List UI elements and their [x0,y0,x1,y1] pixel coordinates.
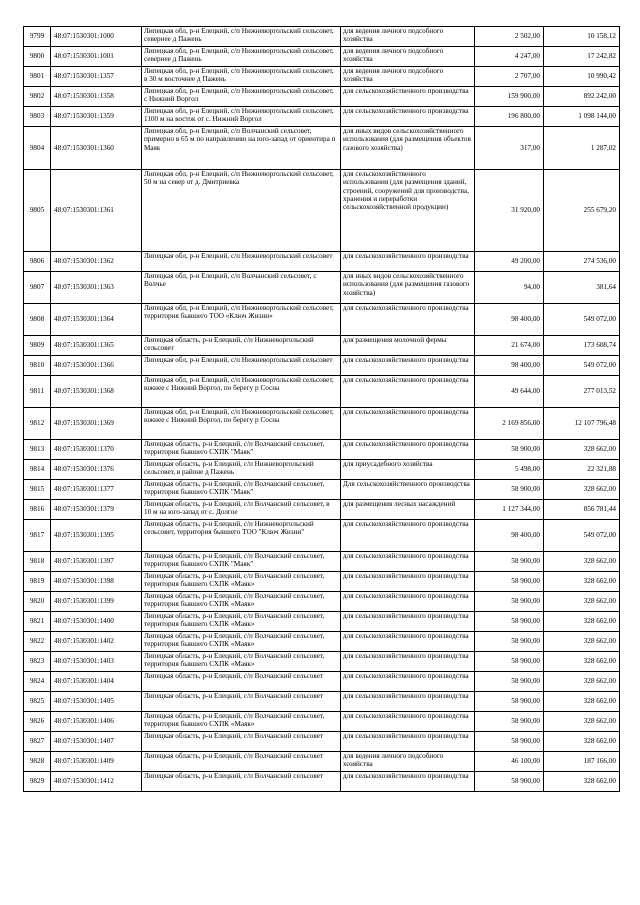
cadastral-cost: 10 990,42 [544,67,620,87]
cadastral-cost: 892 242,00 [544,87,620,107]
cadastral-cost: 856 781,44 [544,500,620,520]
permitted-use: для сельскохозяйственного производства [341,304,475,336]
area-value: 58 900,00 [475,440,544,460]
cadastral-cost: 328 662,00 [544,672,620,692]
address: Липецкая обл, р-н Елецкий, с/п Волчанский сельсовет, примерно в 65 м по направлению на юго-запад от ориентира п Маяк [142,127,341,170]
area-value: 58 900,00 [475,552,544,572]
table-row [24,692,620,712]
cadastral-cost: 549 072,00 [544,356,620,376]
cadastral-cost: 328 662,00 [544,440,620,460]
row-number: 9799 [24,27,51,47]
area-value: 2 169 856,00 [475,408,544,440]
table-row [24,572,620,592]
area-value: 4 247,00 [475,47,544,67]
permitted-use: для сельскохозяйственного производства [341,252,475,272]
address: Липецкая область, р-н Елецкий, с/п Волчанский сельсовет, территория бывшего СХПК "Маяк" [142,440,341,460]
row-number: 9827 [24,732,51,752]
cadastral-cost: 328 662,00 [544,692,620,712]
cadastral-number: 48:07:1530301:1364 [51,304,142,336]
area-value: 58 900,00 [475,592,544,612]
cadastral-number: 48:07:1530301:1379 [51,500,142,520]
address: Липецкая область, р-н Елецкий, с/п Нижневоргольский сельсовет, территория бывшего ТОО "Ключ Жизни" [142,520,341,552]
row-number: 9810 [24,356,51,376]
permitted-use: для сельскохозяйственного производства [341,572,475,592]
permitted-use: для сельскохозяйственного производства [341,107,475,127]
cadastral-number: 48:07:1530301:1395 [51,520,142,552]
table-row [24,440,620,460]
row-number: 9803 [24,107,51,127]
permitted-use: для иных видов сельскохозяйственного использования (для размещения объектов газового хозяйства) [341,127,475,170]
cadastral-number: 48:07:1530301:1406 [51,712,142,732]
cadastral-cost: 10 158,12 [544,27,620,47]
permitted-use: для сельскохозяйственного производства [341,356,475,376]
cadastral-cost: 1 287,02 [544,127,620,170]
cadastral-number: 48:07:1530301:1366 [51,356,142,376]
cadastral-number: 48:07:1530301:1365 [51,336,142,356]
cadastral-cost: 328 662,00 [544,572,620,592]
permitted-use: для сельскохозяйственного производства [341,692,475,712]
cadastral-cost: 22 321,88 [544,460,620,480]
address: Липецкая обл, р-н Елецкий, с/п Нижневоргольский сельсовет, 1100 м на восток от с. Нижний Воргол [142,107,341,127]
row-number: 9825 [24,692,51,712]
table-row [24,460,620,480]
table-row [24,772,620,792]
area-value: 98 400,00 [475,520,544,552]
table-row [24,752,620,772]
address: Липецкая область, р-н Елецкий, с/п Волчанский сельсовет [142,732,341,752]
area-value: 159 900,00 [475,87,544,107]
cadastral-cost: 328 662,00 [544,652,620,672]
table-row [24,336,620,356]
cadastral-number: 48:07:1530301:1363 [51,272,142,304]
area-value: 58 900,00 [475,672,544,692]
table-row [24,408,620,440]
row-number: 9818 [24,552,51,572]
table-body [24,27,620,792]
row-number: 9821 [24,612,51,632]
cadastral-number: 48:07:1530301:1358 [51,87,142,107]
permitted-use: для ведения личного подсобного хозяйства [341,47,475,67]
table-row [24,272,620,304]
cadastral-number: 48:07:1530301:1359 [51,107,142,127]
cadastral-number: 48:07:1530301:1409 [51,752,142,772]
address: Липецкая обл, р-н Елецкий, с/п Нижневоргольский сельсовет, с Нижний Воргол [142,87,341,107]
row-number: 9826 [24,712,51,732]
cadastral-cost: 549 072,00 [544,304,620,336]
area-value: 58 900,00 [475,480,544,500]
address: Липецкая область, р-н Елецкий, с/п Волчанский сельсовет [142,752,341,772]
permitted-use: для ведения личного подсобного хозяйства [341,67,475,87]
row-number: 9808 [24,304,51,336]
address: Липецкая обл, р-н Елецкий, с/п Нижневоргольский сельсовет, в 30 м восточнее д Пажень [142,67,341,87]
table-row [24,252,620,272]
table-row [24,170,620,252]
cadastral-number: 48:07:1530301:1360 [51,127,142,170]
permitted-use: для сельскохозяйственного производства [341,772,475,792]
permitted-use: для сельскохозяйственного производства [341,552,475,572]
cadastral-number: 48:07:1530301:1399 [51,592,142,612]
cadastral-number: 48:07:1530301:1400 [51,612,142,632]
cadastral-number: 48:07:1530301:1001 [51,47,142,67]
table-row [24,47,620,67]
cadastral-cost: 328 662,00 [544,772,620,792]
cadastral-number: 48:07:1530301:1377 [51,480,142,500]
cadastral-cost: 328 662,00 [544,732,620,752]
address: Липецкая область, р-н Елецкий, с/п Волчанский сельсовет [142,772,341,792]
area-value: 196 800,00 [475,107,544,127]
cadastral-cost: 328 662,00 [544,480,620,500]
area-value: 58 900,00 [475,632,544,652]
row-number: 9809 [24,336,51,356]
address: Липецкая область, р-н Елецкий, с/п Волчанский сельсовет, территория бывшего СХПК "Маяк" [142,480,341,500]
cadastral-number: 48:07:1530301:1407 [51,732,142,752]
area-value: 46 100,00 [475,752,544,772]
area-value: 58 900,00 [475,712,544,732]
row-number: 9824 [24,672,51,692]
address: Липецкая область, р-н Елецкий, с/п Нижневоргольский сельсовет, в районе д Пажень [142,460,341,480]
row-number: 9800 [24,47,51,67]
cadastral-cost: 12 107 796,48 [544,408,620,440]
permitted-use: для сельскохозяйственного производства [341,408,475,440]
table-row [24,652,620,672]
area-value: 1 127 344,00 [475,500,544,520]
cadastral-cost: 328 662,00 [544,712,620,732]
area-value: 31 920,00 [475,170,544,252]
permitted-use: для сельскохозяйственного производства [341,376,475,408]
row-number: 9819 [24,572,51,592]
area-value: 58 900,00 [475,772,544,792]
permitted-use: для сельскохозяйственного производства [341,652,475,672]
cadastral-number: 48:07:1530301:1357 [51,67,142,87]
row-number: 9804 [24,127,51,170]
area-value: 2 707,00 [475,67,544,87]
row-number: 9823 [24,652,51,672]
cadastral-number: 48:07:1530301:1369 [51,408,142,440]
area-value: 5 498,00 [475,460,544,480]
table-row [24,500,620,520]
address: Липецкая область, р-н Елецкий, с/п Волчанский сельсовет, территория бывшего СХПК «Маяк» [142,612,341,632]
cadastral-number: 48:07:1530301:1405 [51,692,142,712]
row-number: 9801 [24,67,51,87]
address: Липецкая обл, р-н Елецкий, с/п Нижневоргольский сельсовет, южнее с Нижний Воргол, по берегу р Сосна [142,376,341,408]
cadastral-cost: 549 072,00 [544,520,620,552]
cadastral-number: 48:07:1530301:1368 [51,376,142,408]
address: Липецкая область, р-н Елецкий, с/п Волчанский сельсовет, территория бывшего СХПК «Маяк» [142,712,341,732]
table-row [24,632,620,652]
land-parcels-table [23,26,620,792]
cadastral-cost: 328 662,00 [544,632,620,652]
cadastral-number: 48:07:1530301:1370 [51,440,142,460]
row-number: 9820 [24,592,51,612]
area-value: 58 900,00 [475,732,544,752]
address: Липецкая область, р-н Елецкий, с/п Волчанский сельсовет, территория бывшего СХПК «Маяк» [142,572,341,592]
cadastral-cost: 255 679,20 [544,170,620,252]
address: Липецкая область, р-н Елецкий, с/п Волчанский сельсовет, территория бывшего СХПК "Маяк" [142,552,341,572]
area-value: 94,00 [475,272,544,304]
table-row [24,67,620,87]
cadastral-cost: 328 662,00 [544,592,620,612]
cadastral-number: 48:07:1530301:1361 [51,170,142,252]
address: Липецкая область, р-н Елецкий, с/п Волчанский сельсовет, в 10 м на юго-запад от с. Долгое [142,500,341,520]
permitted-use: для ведения личного подсобного хозяйства [341,27,475,47]
permitted-use: Для сельскохозяйственного производства [341,480,475,500]
cadastral-cost: 17 242,82 [544,47,620,67]
cadastral-cost: 328 662,00 [544,552,620,572]
permitted-use: для приусадебного хозяйства [341,460,475,480]
cadastral-number: 48:07:1530301:1362 [51,252,142,272]
address: Липецкая обл, р-н Елецкий, с/п Нижневоргольский сельсовет, территория бывшего ТОО «Ключ Жизни» [142,304,341,336]
table-row [24,712,620,732]
cadastral-cost: 328 662,00 [544,612,620,632]
area-value: 58 900,00 [475,572,544,592]
area-value: 49 644,00 [475,376,544,408]
row-number: 9813 [24,440,51,460]
row-number: 9816 [24,500,51,520]
address: Липецкая обл, р-н Елецкий, с/п Нижневоргольский сельсовет [142,252,341,272]
permitted-use: для сельскохозяйственного производства [341,632,475,652]
document-page [23,26,616,792]
row-number: 9807 [24,272,51,304]
table-row [24,27,620,47]
permitted-use: для сельскохозяйственного производства [341,672,475,692]
row-number: 9805 [24,170,51,252]
permitted-use: для сельскохозяйственного производства [341,612,475,632]
permitted-use: для сельскохозяйственного производства [341,520,475,552]
area-value: 317,00 [475,127,544,170]
table-row [24,376,620,408]
address: Липецкая область, р-н Елецкий, с/п Волчанский сельсовет, территория бывшего СХПК «Маяк» [142,652,341,672]
row-number: 9829 [24,772,51,792]
row-number: 9814 [24,460,51,480]
address: Липецкая обл, р-н Елецкий, с/п Нижневоргольский сельсовет, южнее с Нижний Воргол, по берегу р Сосна [142,408,341,440]
cadastral-cost: 187 166,00 [544,752,620,772]
cadastral-number: 48:07:1530301:1376 [51,460,142,480]
table-row [24,356,620,376]
cadastral-number: 48:07:1530301:1402 [51,632,142,652]
area-value: 2 502,00 [475,27,544,47]
permitted-use: для сельскохозяйственного производства [341,732,475,752]
address: Липецкая обл, р-н Елецкий, с/п Нижневоргольский сельсовет, севернее д Пажень [142,27,341,47]
row-number: 9806 [24,252,51,272]
cadastral-cost: 381,64 [544,272,620,304]
permitted-use: для сельскохозяйственного производства [341,712,475,732]
permitted-use: для ведения личного подсобного хозяйства [341,752,475,772]
table-row [24,127,620,170]
address: Липецкая обл, р-н Елецкий, с/п Нижневоргольский сельсовет, 50 м на север от д. Дмитриевка [142,170,341,252]
row-number: 9811 [24,376,51,408]
table-row [24,520,620,552]
cadastral-cost: 1 098 144,00 [544,107,620,127]
address: Липецкая область, р-н Елецкий, с/п Волчанский сельсовет, территория бывшего СХПК «Маяк» [142,592,341,612]
area-value: 98 400,00 [475,356,544,376]
cadastral-number: 48:07:1530301:1000 [51,27,142,47]
cadastral-cost: 173 608,74 [544,336,620,356]
address: Липецкая область, р-н Елецкий, с/п Волчанский сельсовет [142,692,341,712]
row-number: 9802 [24,87,51,107]
cadastral-number: 48:07:1530301:1404 [51,672,142,692]
cadastral-number: 48:07:1530301:1397 [51,552,142,572]
row-number: 9828 [24,752,51,772]
area-value: 49 200,00 [475,252,544,272]
address: Липецкая область, р-н Елецкий, с/п Волчанский сельсовет [142,672,341,692]
address: Липецкая обл, р-н Елецкий, с/п Нижневоргольский сельсовет, севернее д Пажень [142,47,341,67]
table-row [24,304,620,336]
table-row [24,87,620,107]
row-number: 9817 [24,520,51,552]
permitted-use: для размещения лесных насаждений [341,500,475,520]
area-value: 98 400,00 [475,304,544,336]
cadastral-cost: 274 536,00 [544,252,620,272]
area-value: 58 900,00 [475,652,544,672]
permitted-use: для сельскохозяйственного использования (для размещения зданий, строений, сооружений для производства, хранения и переработки сельскохозяйственной продукции) [341,170,475,252]
cadastral-number: 48:07:1530301:1412 [51,772,142,792]
table-row [24,672,620,692]
permitted-use: для сельскохозяйственного производства [341,87,475,107]
address: Липецкая область, р-н Елецкий, с/п Волчанский сельсовет, территория бывшего СХПК «Маяк» [142,632,341,652]
row-number: 9812 [24,408,51,440]
cadastral-number: 48:07:1530301:1398 [51,572,142,592]
table-row [24,592,620,612]
permitted-use: для размещения молочной фермы [341,336,475,356]
area-value: 58 900,00 [475,612,544,632]
cadastral-cost: 277 013,52 [544,376,620,408]
area-value: 21 674,00 [475,336,544,356]
table-row [24,552,620,572]
permitted-use: для иных видов сельскохозяйственного использования (для размещения газового хозяйства) [341,272,475,304]
table-row [24,480,620,500]
row-number: 9815 [24,480,51,500]
row-number: 9822 [24,632,51,652]
permitted-use: для сельскохозяйственного производства [341,440,475,460]
table-row [24,612,620,632]
table-row [24,107,620,127]
cadastral-number: 48:07:1530301:1403 [51,652,142,672]
address: Липецкая область, р-н Елецкий, с/п Нижневоргольский сельсовет [142,336,341,356]
address: Липецкая обл, р-н Елецкий, с/п Нижневоргольский сельсовет [142,356,341,376]
table-row [24,732,620,752]
permitted-use: для сельскохозяйственного производства [341,592,475,612]
address: Липецкая обл, р-н Елецкий, с/п Волчанский сельсовет, с Волчье [142,272,341,304]
area-value: 58 900,00 [475,692,544,712]
